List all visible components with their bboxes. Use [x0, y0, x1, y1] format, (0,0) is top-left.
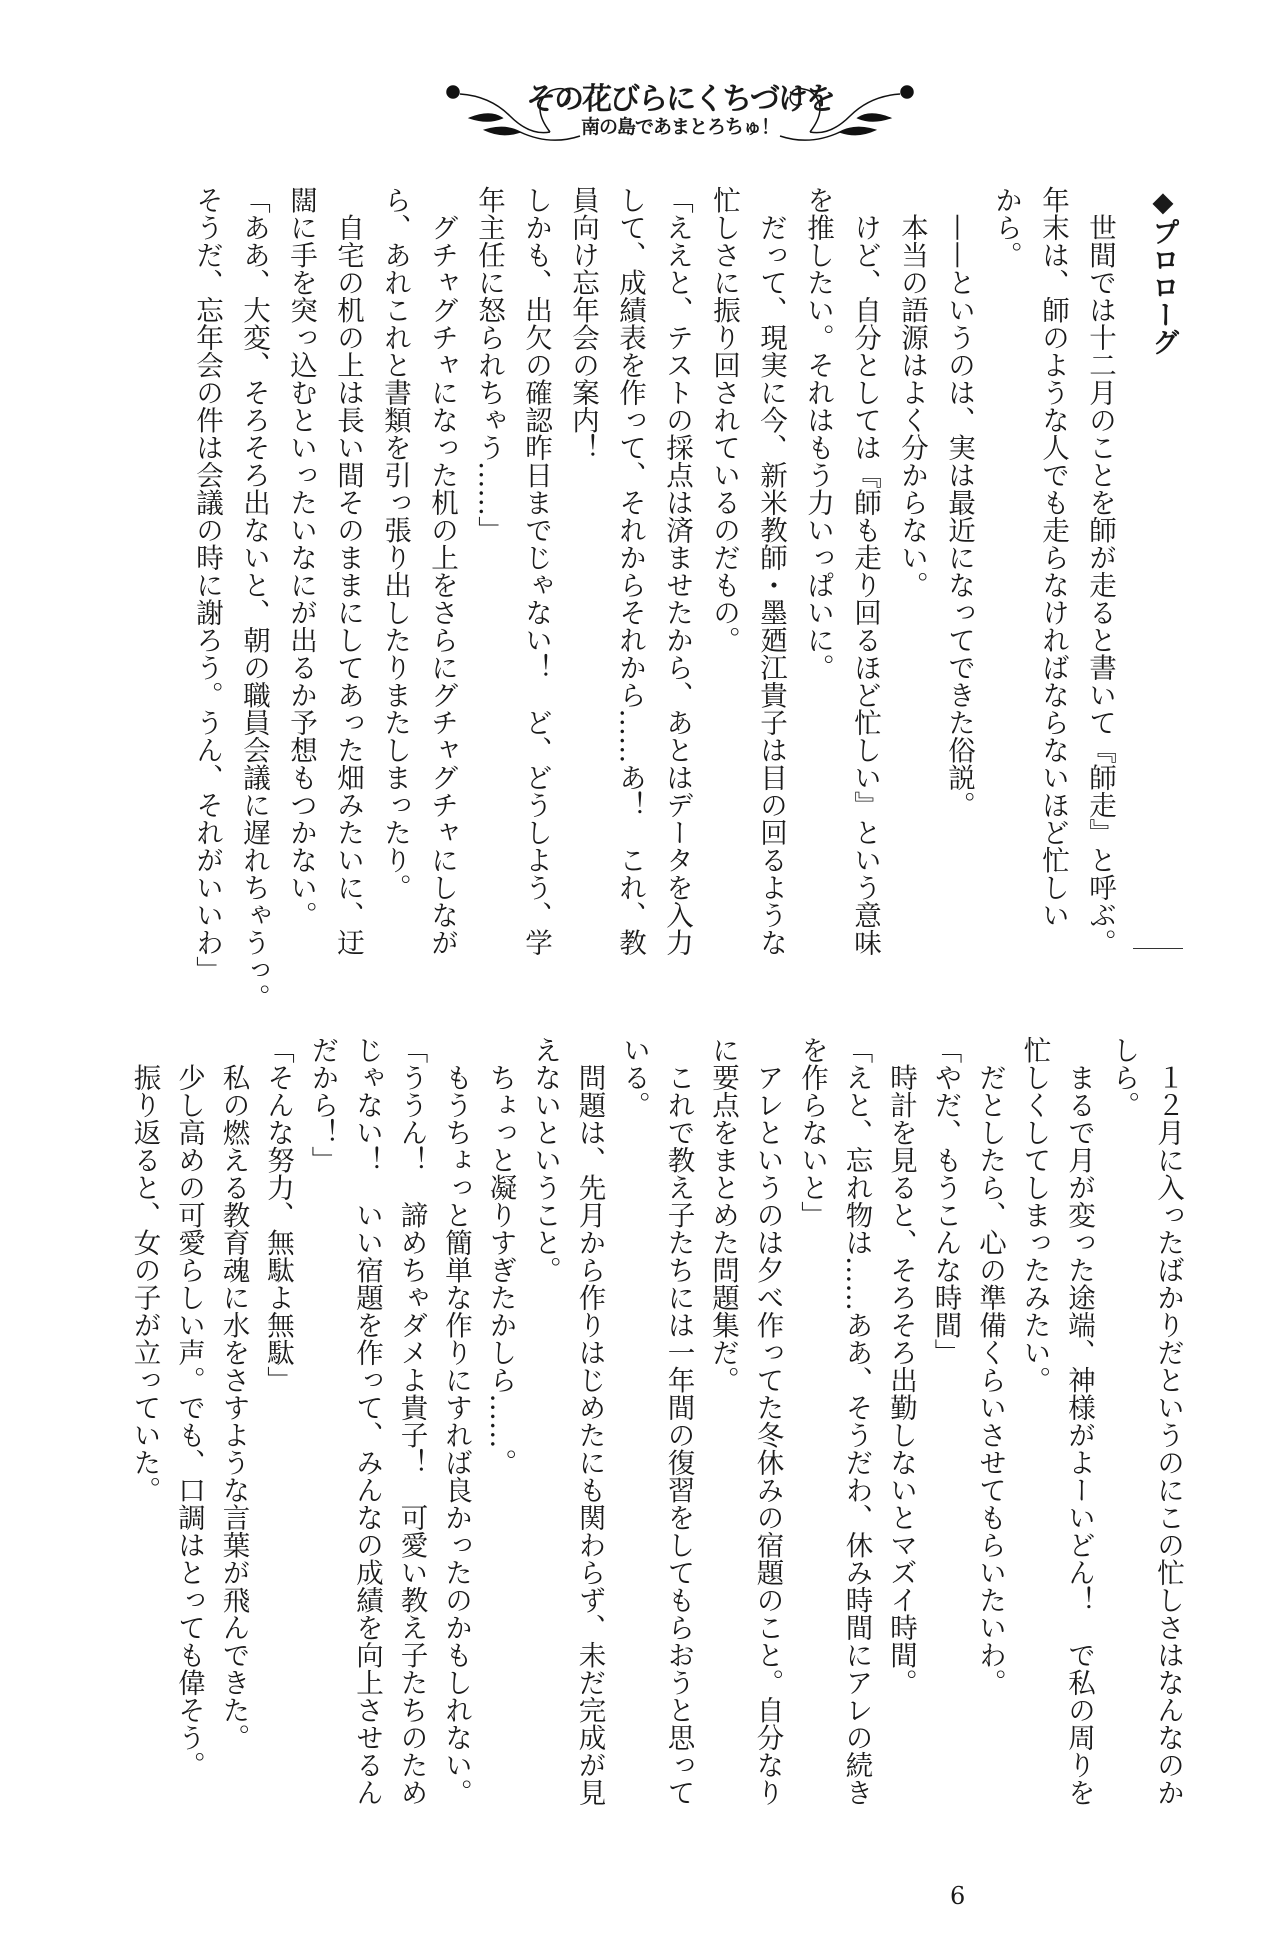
text-line: を作らないと」 [796, 1036, 828, 1229]
text-line: ら、あれこれと書類を引っ張り出したりまたしまったり。 [379, 186, 411, 901]
text-line: 問題は、先月から作りはじめたにも関わらず、未だ完成が見 [573, 1036, 606, 1806]
text-line: 「ううん！ 諦めちゃダメよ貴子！ 可愛い教え子たちのため [395, 1036, 428, 1806]
text-line: 私の燃える教育魂に水をさすような言葉が飛んできた。 [217, 1036, 250, 1751]
text-line: 世間では十二月のことを師が走ると書いて『師走』と呼ぶ。 [1084, 186, 1116, 956]
text-line: アレというのは夕べ作ってた冬休みの宿題のこと。自分なり [751, 1036, 784, 1806]
section-heading: ◆プロローグ [1147, 186, 1179, 356]
text-line: 年末は、師のような人でも走らなければならないほど忙しい [1037, 186, 1069, 929]
text-line: １２月に入ったばかりだというのにこの忙しさはなんなのか [1152, 1036, 1184, 1806]
text-line: まるで月が変った途端、神様がよーいどん！ で私の周りを [1063, 1036, 1095, 1806]
text-line: 闊に手を突っ込むといったいなにが出るか予想もつかない。 [285, 186, 317, 929]
text-line: 「えと、忘れ物は……ああ、そうだわ、休み時間にアレの続き [840, 1036, 873, 1806]
text-line: だって、現実に今、新米教師・墨廼江貴子は目の回るような [755, 186, 787, 956]
running-header [430, 66, 930, 150]
text-line: えないということ。 [529, 1036, 561, 1284]
text-line: 「ああ、大変、そろそろ出ないと、朝の職員会議に遅れちゃうっ。 [238, 186, 270, 1011]
text-line: いる。 [618, 1036, 650, 1119]
text-line: 忙しくしてしまったみたい。 [1018, 1036, 1051, 1394]
text-line: だとしたら、心の準備くらいさせてもらいたいわ。 [974, 1036, 1006, 1696]
text-line: これで教え子たちには一年間の復習をしてもらおうと思って [662, 1036, 695, 1806]
text-line: 少し高めの可愛らしい声。でも、口調はとっても偉そう。 [173, 1036, 205, 1779]
book-subtitle: 南の島であまとろちゅ！ [580, 116, 779, 138]
text-line: 「やだ、もうこんな時間」 [929, 1036, 962, 1366]
text-line: 員向け忘年会の案内！ [567, 186, 599, 461]
text-line: 振り返ると、女の子が立っていた。 [128, 1036, 161, 1504]
text-line: に要点をまとめた問題集だ。 [707, 1036, 739, 1394]
text-line: 忙しさに振り回されているのだもの。 [708, 186, 740, 654]
text-line: ——というのは、実は最近になってできた俗説。 [943, 186, 975, 819]
text-line: 本当の語源はよく分からない。 [896, 186, 928, 599]
text-line: ちょっと凝りすぎたかしら……。 [484, 1036, 517, 1476]
text-line: 自宅の机の上は長い間そのままにしてあった畑みたいに、迂 [332, 186, 364, 956]
text-line: じゃない！ いい宿題を作って、みんなの成績を向上させるん [351, 1036, 383, 1806]
text-line: グチャグチャになった机の上をさらにグチャグチャにしなが [426, 186, 458, 956]
text-line: しら。 [1107, 1036, 1140, 1119]
text-line: けど、自分としては『師も走り回るほど忙しい』という意味 [849, 186, 881, 956]
text-line: を推したい。それはもう力いっぱいに。 [802, 186, 834, 681]
book-title: その花びらにくちづけを [526, 82, 834, 117]
text-block-top [183, 186, 1186, 1011]
page-number: 6 [950, 1882, 966, 1910]
text-line: 年主任に怒られちゃう……」 [473, 186, 505, 544]
text-line: して、成績表を作って、それからそれから……あ！ これ、教 [614, 186, 646, 956]
text-line: 時計を見ると、そろそろ出勤しないとマズイ時間。 [885, 1036, 917, 1696]
text-line: そうだ、忘年会の件は会議の時に謝ろう。うん、それがいいわ」 [191, 186, 223, 984]
text-block-bottom [122, 1036, 1190, 1836]
text-line: もうちょっと簡単な作りにすれば良かったのかもしれない。 [440, 1036, 472, 1806]
text-line: から。 [990, 186, 1022, 269]
text-line: 「ええと、テストの採点は済ませたから、あとはデータを入力 [661, 186, 693, 956]
text-line: だから！」 [306, 1036, 339, 1174]
heading-divider [1133, 948, 1183, 949]
text-line: しかも、出欠の確認昨日までじゃない！ ど、どうしよう、学 [520, 186, 552, 956]
text-line: 「そんな努力、無駄よ無駄」 [262, 1036, 294, 1394]
